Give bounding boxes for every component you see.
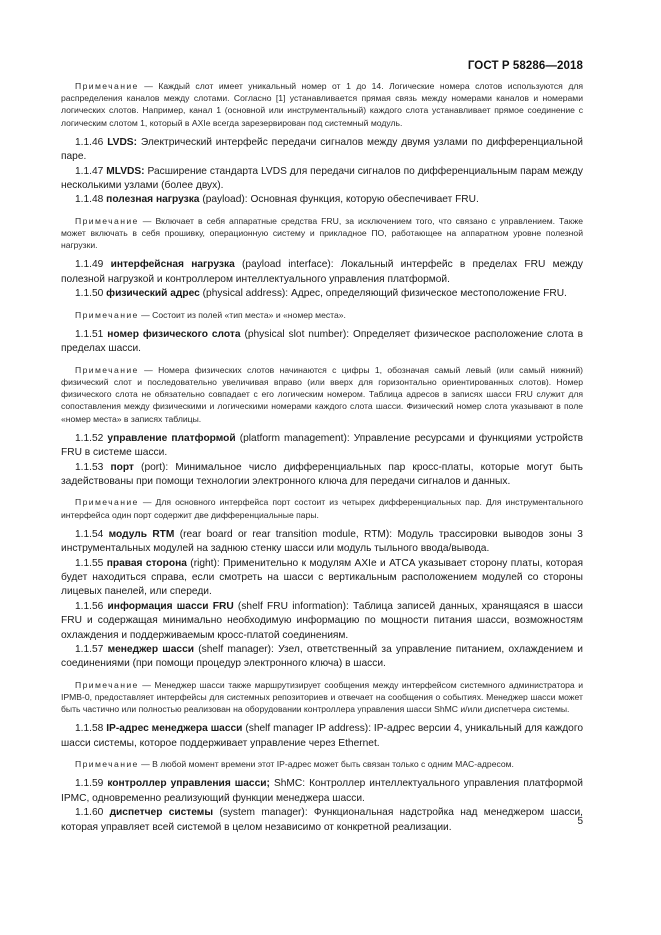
term-text: (physical slot number): Определяет физическое расположение слота в пределах шасси. bbox=[61, 328, 583, 355]
term-definition bbox=[61, 643, 583, 672]
note-dash: — bbox=[144, 81, 153, 91]
term-definition bbox=[61, 806, 583, 835]
note-label: Примечание bbox=[75, 309, 139, 320]
clause-number: 1.1.53 bbox=[75, 461, 104, 473]
note-dash: — bbox=[142, 679, 151, 690]
term-definition bbox=[61, 193, 583, 207]
note-text: В любой момент времени этот IP-адрес может быть связан только с одним MAC-адресом. bbox=[152, 759, 514, 770]
document-header: ГОСТ Р 58286—2018 bbox=[467, 60, 583, 72]
clause-number: 1.1.55 bbox=[75, 557, 104, 569]
note-dash: — bbox=[144, 364, 153, 375]
note-text: Номера физических слотов начинаются с цифры 1, обозначая самый левый (или самый нижний) физический слот и последовательно увеличивая вправо (или вверх для горизонтально ориентированных слотов). Номер физического слота не обязательно совпадает с его логическим номером. Таблица адресов в записях шасси FRU служит для сопоставления между физическими и логическими номерами каждого слота шасси. Физический номер слота указывают в поле «номер места» в записях таблицы. bbox=[61, 364, 583, 424]
note-dash: — bbox=[141, 759, 150, 770]
term-text: (physical address): Адрес, определяющий физическое местоположение FRU. bbox=[202, 288, 567, 300]
note-paragraph bbox=[61, 758, 583, 770]
term-definition bbox=[61, 136, 583, 165]
note-label: Примечание bbox=[75, 759, 139, 770]
term-name: полезная нагрузка bbox=[106, 194, 200, 206]
clause-number: 1.1.49 bbox=[75, 259, 104, 271]
term-text: (system manager): Функциональная надстройка над менеджером шасси, которая управляет всей системой в целом независимо от конкретной реализации. bbox=[61, 807, 583, 833]
page-number: 5 bbox=[577, 816, 583, 827]
note-paragraph bbox=[61, 364, 583, 425]
term-definition bbox=[61, 328, 583, 357]
term-text: (shelf manager): Узел, ответственный за управление питанием, охлаждением и соединениями (при помощи процедур электронного ключа) в шасси. bbox=[61, 643, 583, 670]
term-definition bbox=[61, 528, 583, 557]
note-text: Включает в себя аппаратные средства FRU, за исключением того, что связано с управлением. Также может включать в себя прошивку, операционную систему и прикладное ПО, работающее на аппаратном уровне полезной нагрузки. bbox=[61, 215, 583, 251]
note-paragraph bbox=[61, 80, 583, 129]
clause-number: 1.1.51 bbox=[75, 328, 104, 340]
term-definition bbox=[61, 258, 583, 287]
term-name: интерфейсная нагрузка bbox=[110, 259, 235, 271]
note-label: Примечание bbox=[75, 215, 139, 226]
clause-number: 1.1.58 bbox=[75, 723, 104, 735]
clause-number: 1.1.54 bbox=[75, 528, 104, 540]
term-name: контроллер управления шасси; bbox=[107, 778, 270, 790]
clause-number: 1.1.46 bbox=[75, 136, 104, 148]
term-name: порт bbox=[110, 461, 134, 473]
term-text: (rear board or rear transition module, RTM): Модуль трассировки выводов зоны 3 инструментальных модулей на заднюю стенку шасси или модуль тыльного ввода/вывода. bbox=[61, 528, 583, 555]
note-dash: — bbox=[141, 309, 150, 320]
term-definition bbox=[61, 557, 583, 600]
term-text: Расширение стандарта LVDS для передачи сигналов по дифференциальным парам между несколькими узлами (более двух). bbox=[61, 165, 583, 192]
note-text: Состоит из полей «тип места» и «номер места». bbox=[152, 309, 346, 320]
term-text: (payload): Основная функция, которую обеспечивает FRU. bbox=[202, 194, 479, 206]
term-text: (right): Применительно к модулям AXIe и ATCA указывает сторону платы, которая будет находиться справа, если смотреть на шасси с вертикальным расположением модулей со стороны лицевых панелей, или спереди. bbox=[61, 557, 583, 598]
note-paragraph bbox=[61, 309, 583, 321]
note-label: Примечание bbox=[75, 679, 139, 690]
term-name: физический адрес bbox=[106, 288, 200, 300]
document-body bbox=[61, 80, 583, 835]
clause-number: 1.1.60 bbox=[75, 807, 104, 819]
term-text: (shelf manager IP address): IP-адрес версии 4, уникальный для каждого шасси системы, которое поддерживает управление через Ethernet. bbox=[61, 723, 583, 749]
clause-number: 1.1.59 bbox=[75, 778, 104, 790]
term-definition bbox=[61, 165, 583, 194]
clause-number: 1.1.52 bbox=[75, 432, 104, 444]
term-name: LVDS: bbox=[107, 136, 137, 148]
term-name: IP-адрес менеджера шасси bbox=[106, 723, 243, 735]
note-dash: — bbox=[142, 497, 152, 508]
term-name: номер физического слота bbox=[107, 328, 241, 340]
term-text: ShMC: Контроллер интеллектуального управления платформой IPMC, одновременно реализующий функции менеджера шасси. bbox=[61, 778, 583, 804]
term-definition bbox=[61, 287, 583, 301]
note-label: Примечание bbox=[75, 364, 139, 375]
term-text: Электрический интерфейс передачи сигналов между двумя узлами по дифференциальной паре. bbox=[61, 136, 583, 163]
clause-number: 1.1.48 bbox=[75, 194, 104, 206]
note-paragraph bbox=[61, 679, 583, 716]
term-name: информация шасси FRU bbox=[107, 600, 234, 612]
term-name: правая сторона bbox=[106, 557, 187, 569]
clause-number: 1.1.57 bbox=[75, 643, 104, 655]
note-text: Менеджер шасси также маршрутизирует сообщения между интерфейсом системного администратора и IPMB-0, предоставляет интерфейсы для системных репозиториев и отвечает на сообщения о событиях. Менеджер шасси может быть частично или полностью реализован на оборудовании контроллера управления шасси ShMC и/или диспетчера системы. bbox=[61, 679, 584, 715]
note-text: Каждый слот имеет уникальный номер от 1 до 14. Логические номера слотов используются для распределения каналов между слотами. Согласно [1] устанавливается прямая связь между номерами каналов и номерами логических слотов. Например, канал 1 (основной или инструментальный) каждого слота устанавливает прямое соединение с логическим слотом 1, который в AXIe всегда зарезервирован под системный модуль. bbox=[61, 81, 584, 128]
term-definition bbox=[61, 461, 583, 490]
term-name: диспетчер системы bbox=[109, 807, 214, 819]
note-label: Примечание bbox=[75, 497, 139, 508]
clause-number: 1.1.56 bbox=[75, 600, 104, 612]
clause-number: 1.1.47 bbox=[75, 165, 104, 177]
term-text: (payload interface): Локальный интерфейс в пределах FRU между полезной нагрузкой и контроллером интеллектуального управления платформой. bbox=[61, 259, 583, 285]
note-text: Для основного интерфейса порт состоит из четырех дифференциальных пар. Для инструментального интерфейса один порт содержит две дифференциальные пары. bbox=[61, 497, 584, 520]
term-name: модуль RTM bbox=[108, 528, 175, 540]
term-name: MLVDS: bbox=[106, 165, 145, 177]
term-name: управление платформой bbox=[107, 432, 236, 444]
term-text: (port): Минимальное число дифференциальных пар кросс-платы, которые могут быть задействованы при помощи технологии электронного ключа для передачи сигналов и данных. bbox=[61, 461, 583, 487]
term-definition bbox=[61, 777, 583, 806]
term-definition bbox=[61, 432, 583, 461]
term-definition bbox=[61, 722, 583, 751]
note-paragraph bbox=[61, 496, 583, 520]
term-definition bbox=[61, 600, 583, 643]
note-paragraph bbox=[61, 215, 583, 252]
term-name: менеджер шасси bbox=[107, 643, 195, 655]
note-dash: — bbox=[142, 215, 152, 226]
clause-number: 1.1.50 bbox=[75, 288, 104, 300]
note-label: Примечание bbox=[75, 81, 139, 91]
term-text: (platform management): Управление ресурсами и функциями устройств FRU в системе шасси. bbox=[61, 432, 583, 459]
term-text: (shelf FRU information): Таблица записей данных, хранящаяся в шасси FRU и содержащая минимально необходимую информацию по мощности питания шасси, возможностям охлаждения и поддерживаемым кросс-платой соединениям. bbox=[61, 600, 583, 641]
